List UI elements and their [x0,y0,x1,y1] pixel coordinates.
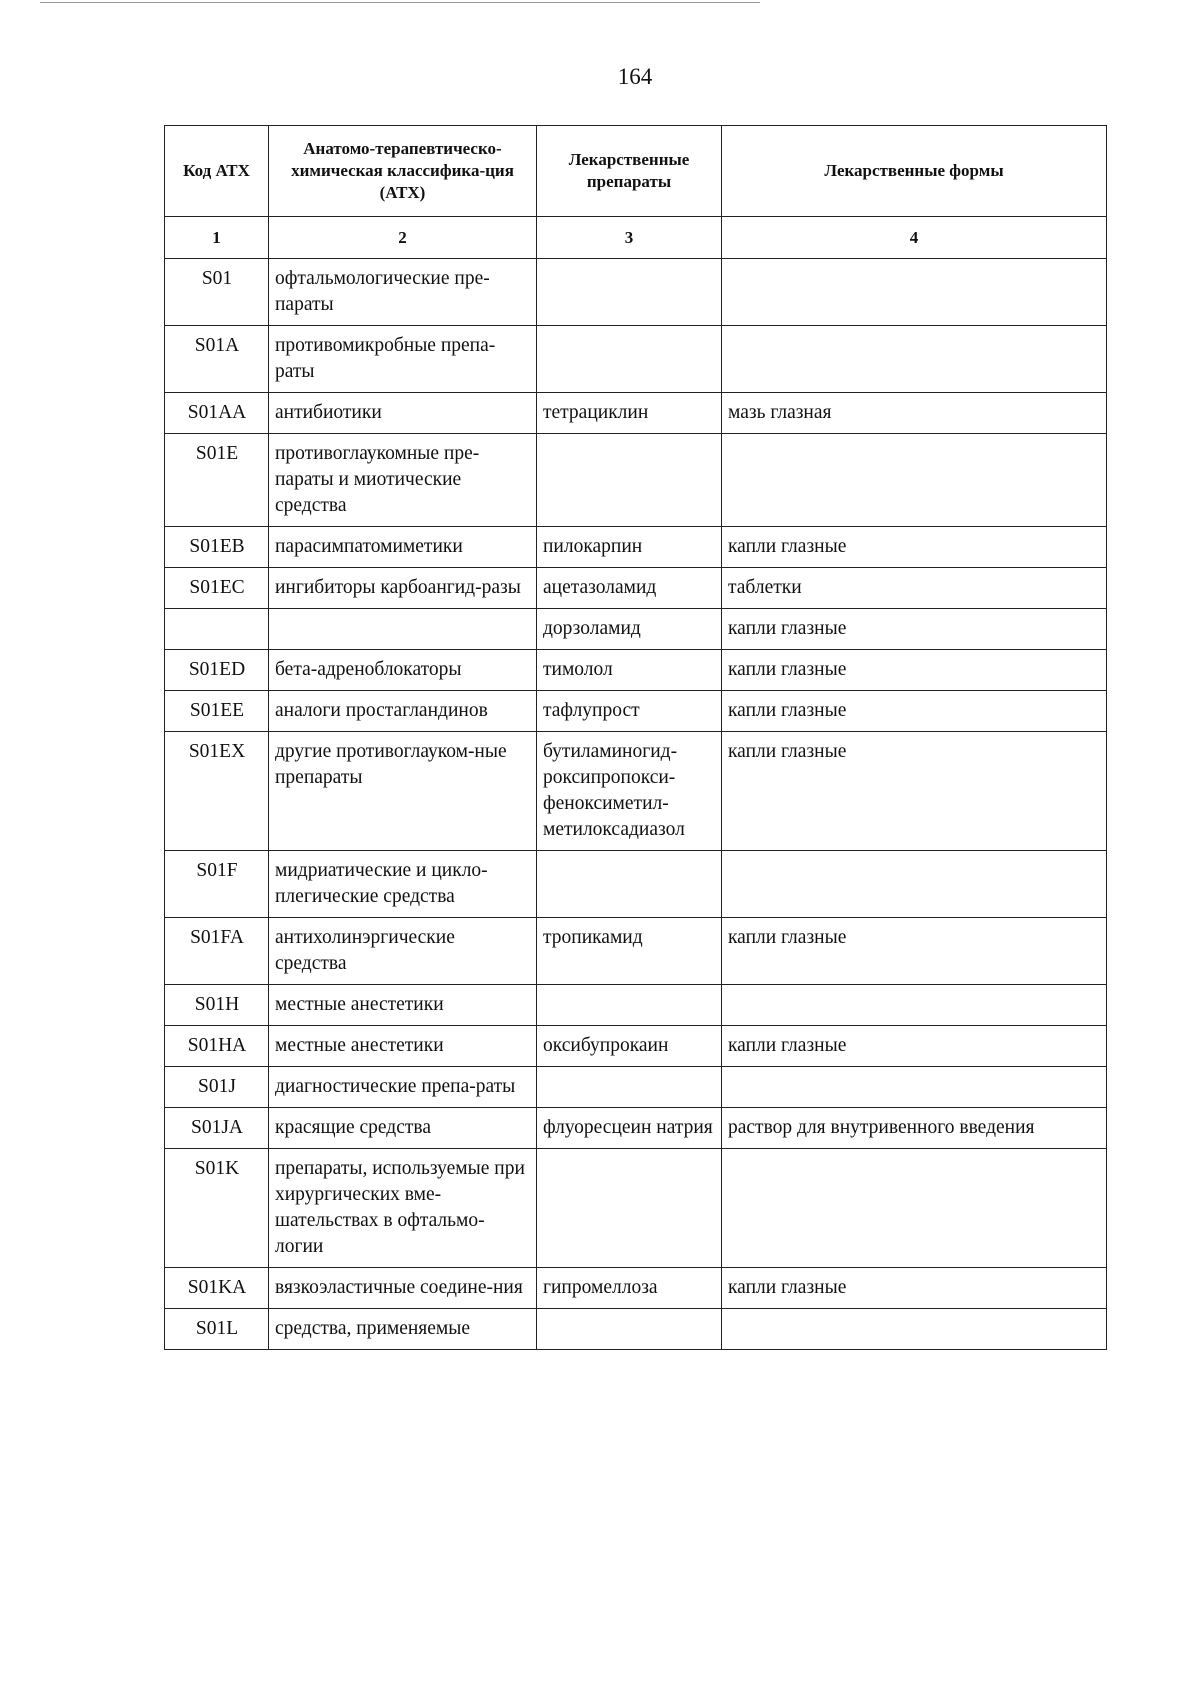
drug-text: гипромеллоза [543,1277,658,1298]
classification-text: препараты, используемые при хирургических вме-шательствах в офтальмо-логии [275,1158,525,1257]
atx-code-cell [165,1108,269,1149]
form-text: таблетки [728,577,802,598]
atx-code-cell [165,393,269,434]
form-cell [722,1268,1107,1309]
drug-cell [537,1026,722,1067]
atx-code-cell [165,732,269,851]
form-cell [722,1309,1107,1350]
drug-cell [537,1108,722,1149]
table-row [165,434,1107,527]
drug-cell [537,851,722,918]
table-row [165,918,1107,985]
form-text: капли глазные [728,741,847,762]
classification-text: средства, применяемые [275,1318,471,1339]
form-cell [722,918,1107,985]
drug-cell [537,326,722,393]
drug-cell [537,732,722,851]
column-number-row [165,217,1107,259]
form-text: капли глазные [728,659,847,680]
atx-code-text: S01F [196,860,238,881]
drug-cell [537,568,722,609]
form-text: капли глазные [728,1277,847,1298]
form-text: капли глазные [728,536,847,557]
form-cell [722,568,1107,609]
drug-cell [537,650,722,691]
drug-cell [537,1268,722,1309]
table-row [165,650,1107,691]
form-cell [722,609,1107,650]
classification-cell [269,650,537,691]
drug-cell [537,1067,722,1108]
column-number-1: 1 [165,217,269,259]
classification-cell [269,527,537,568]
atx-code-text: S01FA [190,927,244,948]
form-cell [722,1067,1107,1108]
atx-code-text: S01L [195,1318,239,1339]
classification-text: противомикробные препа-раты [275,335,496,382]
table-row [165,326,1107,393]
classification-text: антибиотики [275,402,382,423]
classification-cell [269,393,537,434]
table-row [165,985,1107,1026]
drug-cell [537,1309,722,1350]
column-number-2: 2 [269,217,537,259]
table-row [165,1149,1107,1268]
form-cell [722,732,1107,851]
atx-code-cell [165,851,269,918]
drug-text: бутиламиногид-роксипропокси-феноксиметил-метилоксадиазол [543,741,685,840]
drug-text: тетрациклин [543,402,649,423]
atx-code-text: S01A [194,335,240,356]
drug-cell [537,691,722,732]
form-cell [722,1149,1107,1268]
form-cell [722,1108,1107,1149]
drug-text: ацетазоламид [543,577,657,598]
header-code: Код АТХ [165,126,269,217]
form-text: раствор для внутривенного введения [728,1117,1035,1138]
atx-code-cell [165,527,269,568]
atx-code-text: S01EE [189,700,245,721]
table-body [165,259,1107,1350]
classification-cell [269,326,537,393]
page-number: 164 [617,64,653,89]
form-text: капли глазные [728,1035,847,1056]
header-drugs: Лекарственные препараты [537,126,722,217]
atx-code-text: S01H [194,994,240,1015]
classification-text: вязкоэластичные соедине-ния [275,1277,523,1298]
top-border-line [40,2,760,3]
atx-code-text: S01EX [188,741,246,762]
table-row [165,609,1107,650]
drug-text: тафлупрост [543,700,640,721]
atx-code-text: S01ED [188,659,246,680]
atx-code-text: S01JA [190,1117,244,1138]
classification-cell [269,259,537,326]
drug-cell [537,918,722,985]
atx-code-cell [165,609,269,650]
classification-text: аналоги простагландинов [275,700,488,721]
drug-cell [537,1149,722,1268]
atx-code-cell [165,1268,269,1309]
classification-cell [269,1026,537,1067]
classification-cell [269,568,537,609]
classification-cell [269,985,537,1026]
classification-text: ингибиторы карбоангид-разы [275,577,521,598]
table-row [165,691,1107,732]
table-row [165,259,1107,326]
drug-cell [537,609,722,650]
atx-table [164,125,1107,1350]
form-cell [722,650,1107,691]
atx-code-cell [165,691,269,732]
atx-code-cell [165,1309,269,1350]
atx-code-text: S01E [195,443,239,464]
drug-text: дорзоламид [543,618,641,639]
form-cell [722,326,1107,393]
table-row [165,1026,1107,1067]
header-forms: Лекарственные формы [722,126,1107,217]
classification-text: мидриатические и цикло-плегические средства [275,860,488,907]
form-text: капли глазные [728,618,847,639]
classification-text: противоглаукомные пре-параты и миотические средства [275,443,480,516]
classification-text: диагностические препа-раты [275,1076,516,1097]
form-text: мазь глазная [728,402,832,423]
drug-cell [537,527,722,568]
atx-code-text: S01EB [189,536,245,557]
classification-text: парасимпатомиметики [275,536,463,557]
classification-cell [269,1108,537,1149]
form-cell [722,259,1107,326]
atx-code-text: S01HA [187,1035,247,1056]
form-cell [722,691,1107,732]
table-header-row [165,126,1107,217]
atx-code-text: S01K [194,1158,240,1179]
classification-text: красящие средства [275,1117,431,1138]
classification-text: бета-адреноблокаторы [275,659,462,680]
table-row [165,527,1107,568]
atx-code-cell [165,1026,269,1067]
atx-code-cell [165,326,269,393]
classification-cell [269,1149,537,1268]
atx-code-text: S01KA [187,1277,247,1298]
classification-text: антихолинэргические средства [275,927,455,974]
classification-text: другие противоглауком-ные препараты [275,741,507,788]
atx-code-text: S01 [201,268,233,289]
column-number-3: 3 [537,217,722,259]
form-cell [722,527,1107,568]
atx-code-text: S01AA [187,402,247,423]
table-row [165,1067,1107,1108]
classification-text: местные анестетики [275,1035,444,1056]
drug-text: оксибупрокаин [543,1035,669,1056]
atx-code-cell [165,434,269,527]
form-text: капли глазные [728,700,847,721]
form-cell [722,1026,1107,1067]
table-row [165,568,1107,609]
classification-cell [269,609,537,650]
atx-code-cell [165,1067,269,1108]
classification-cell [269,1309,537,1350]
classification-cell [269,732,537,851]
table-row [165,1309,1107,1350]
form-cell [722,393,1107,434]
drug-cell [537,985,722,1026]
atx-code-cell [165,650,269,691]
classification-cell [269,1268,537,1309]
drug-cell [537,259,722,326]
classification-cell [269,1067,537,1108]
form-cell [722,434,1107,527]
column-number-4: 4 [722,217,1107,259]
drug-text: тропикамид [543,927,643,948]
drug-text: пилокарпин [543,536,643,557]
atx-code-cell [165,918,269,985]
atx-code-cell [165,259,269,326]
drug-text: тимолол [543,659,613,680]
form-cell [722,985,1107,1026]
form-cell [722,851,1107,918]
table-row [165,393,1107,434]
atx-code-cell [165,568,269,609]
classification-text: офтальмологические пре-параты [275,268,490,315]
atx-code-cell [165,985,269,1026]
classification-cell [269,851,537,918]
classification-cell [269,691,537,732]
header-classification: Анатомо-терапевтическо-химическая классифика-ция (АТХ) [269,126,537,217]
atx-code-text: S01EC [189,577,245,598]
form-text: капли глазные [728,927,847,948]
atx-code-text: S01J [198,1076,236,1097]
drug-cell [537,393,722,434]
drug-cell [537,434,722,527]
classification-cell [269,918,537,985]
table-row [165,1108,1107,1149]
atx-code-cell [165,1149,269,1268]
table-row [165,851,1107,918]
classification-text: местные анестетики [275,994,444,1015]
table-row [165,1268,1107,1309]
drug-text: флуоресцеин натрия [543,1117,713,1138]
classification-cell [269,434,537,527]
table-row [165,732,1107,851]
